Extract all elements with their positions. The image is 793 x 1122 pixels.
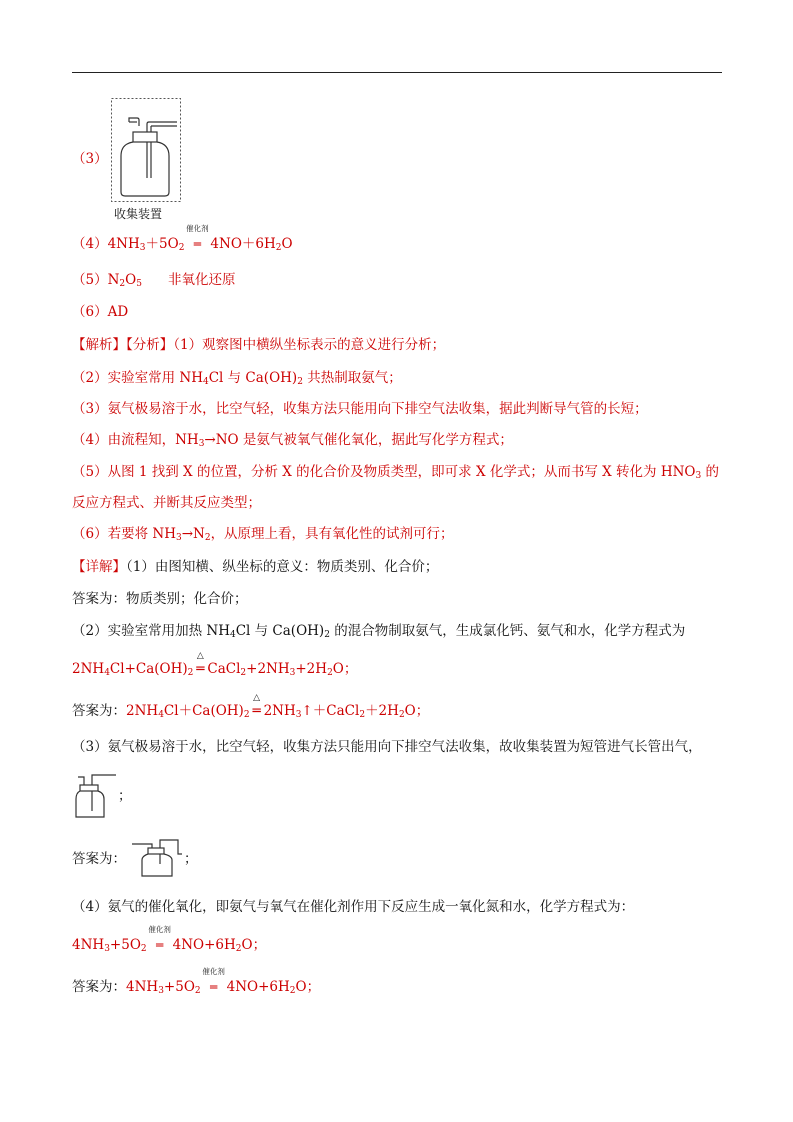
analysis-line-2: （2）实验室常用 $NH_4Cl$ 与 $Ca(OH)_2$ 共热制取氨气； [72, 370, 402, 387]
apparatus-sketch-1 [74, 771, 118, 821]
detail-line-4: （4）氨气的催化氧化，即氨气与氧气在催化剂作用下反应生成一氧化氮和水，化学方程式为： [72, 899, 635, 915]
answer-3-label: （3） [72, 151, 108, 167]
analysis-line-4: （4）由流程知，$NH_3\to NO$ 是氨气被氧气催化氧化，据此写化学方程式； [72, 432, 513, 449]
detail-answer-1: 答案为：物质类别；化合价； [72, 591, 248, 607]
detail-answer-2: 答案为：$2NH_4Cl+Ca(OH)_2$ △ ═ $2NH_3↑+CaCl_2+2H_2O$； [72, 693, 430, 720]
analysis-line-1: 【解析】【分析】（1）观察图中横纵坐标表示的意义进行分析； [72, 337, 446, 353]
detail-line-1: 【详解】（1）由图知横、纵坐标的意义：物质类别、化合价； [72, 559, 439, 575]
detail-answer-3-label: 答案为： [72, 851, 126, 867]
apparatus-caption: 收集装置 [114, 207, 163, 221]
analysis-line-6: （6）若要将 $NH_3\to N_2$，从原理上看，具有氧化性的试剂可行； [72, 526, 454, 543]
detail-equation-2: $2NH_4Cl+Ca(OH)_2$ △ ═ $CaCl_2+2NH_3+2H_2O$； [72, 651, 358, 678]
gas-collection-apparatus-figure [111, 98, 181, 202]
answer-4-equation: $(4)4NH_3+5O_2$ 催化剂 ═ $4NO+6H_2O$ [72, 224, 293, 253]
detail-answer-4: 答案为：$4NH_3+5O_2$ 催化剂 ═ $4NO+6H_2O$； [72, 967, 321, 996]
detail-equation-4: $4NH_3+5O_2$ 催化剂 ═ $4NO+6H_2O$； [72, 925, 267, 954]
apparatus-sketch-2 [130, 834, 184, 880]
detail-line-2: （2）实验室常用加热 $NH_4Cl$ 与 $Ca(OH)_2$ 的混合物制取氨气，生成氯化钙、氨气和水，化学方程式为 [72, 623, 686, 640]
answer-6: （6）AD [72, 304, 129, 320]
analysis-line-5: （5）从图 1 找到 X 的位置，分析 X 的化合价及物质类型，即可求 X 化学式；从而书写 X 转化为 $HNO_3$ 的 [72, 464, 720, 481]
detail-line-3: （3）氨气极易溶于水，比空气轻，收集方法只能用向下排空气法收集，故收集装置为短管进气长管出气， [72, 739, 702, 755]
header-rule [72, 72, 722, 73]
analysis-line-3: （3）氨气极易溶于水，比空气轻，收集方法只能用向下排空气法收集，据此判断导气管的长短； [72, 401, 648, 417]
answer-5: $(5)N_2O_5$ 非氧化还原 [72, 272, 236, 289]
detail-semicolon-2: ； [184, 851, 198, 867]
detail-semicolon-1: ； [118, 788, 132, 804]
analysis-line-5-cont: 反应方程式、并断其反应类型； [72, 495, 261, 511]
